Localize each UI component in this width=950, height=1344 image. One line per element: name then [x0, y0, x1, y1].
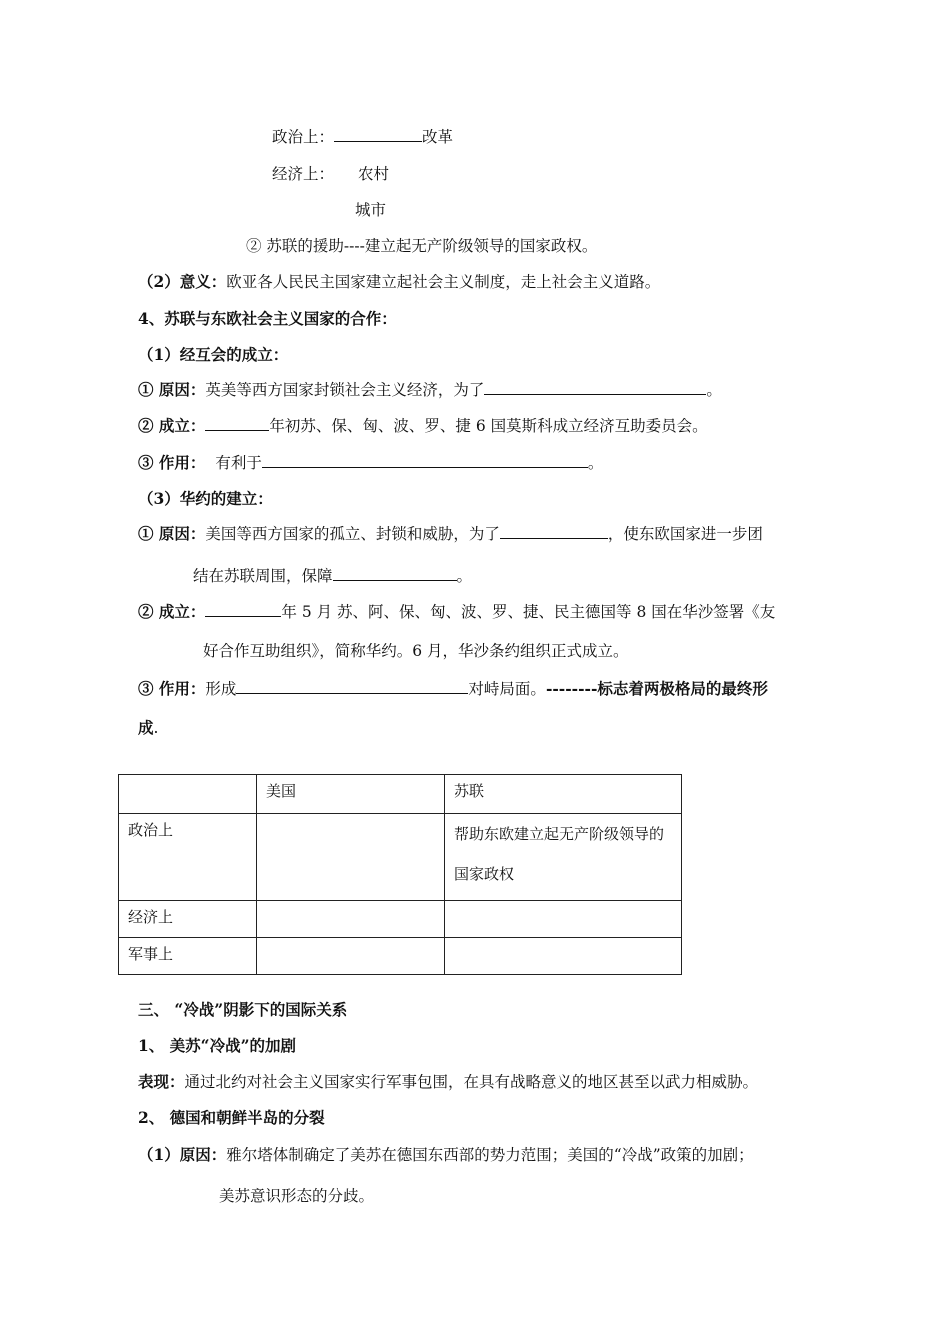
row-label: 经济上 [119, 901, 257, 938]
blank-political[interactable] [334, 127, 422, 142]
us-cell[interactable] [257, 901, 445, 938]
comecon-title: （1）经互会的成立： [138, 345, 289, 364]
warsaw-founding: ② 成立： 年 5 月 苏、阿、保、匈、波、罗、捷、民主德国等 8 国在华沙签署《友 [138, 602, 776, 621]
table-header-cell [119, 775, 257, 814]
ussr-cell[interactable] [445, 938, 682, 975]
table-row [119, 814, 682, 901]
warsaw-effect: ③ 作用：形成 对峙局面。--------标志着两极格局的最终形 [138, 679, 768, 698]
blank-warsaw-guarantee[interactable] [333, 566, 457, 581]
soviet-aid-line: ② 苏联的援助----建立起无产阶级领导的国家政权。 [246, 237, 598, 255]
comecon-founding: ② 成立： 年初苏、保、匈、波、罗、捷 6 国莫斯科成立经济互助委员会。 [138, 416, 708, 435]
section4-title: 4、苏联与东欧社会主义国家的合作： [138, 309, 397, 328]
warsaw-effect-line2: 成. [138, 718, 159, 737]
ussr-cell[interactable] [445, 901, 682, 938]
economic-line: 经济上： 农村 [272, 165, 390, 183]
blank-warsaw-reason[interactable] [500, 524, 608, 539]
row-label: 政治上 [119, 814, 257, 901]
table-header-row [119, 775, 682, 814]
section3-sub2: 2、 德国和朝鲜半岛的分裂 [138, 1108, 325, 1127]
comparison-table [118, 774, 682, 975]
ussr-cell: 帮助东欧建立起无产阶级领导的国家政权 [445, 814, 682, 901]
table-header-cell: 美国 [257, 775, 445, 814]
table-row [119, 901, 682, 938]
performance-line: 表现：通过北约对社会主义国家实行军事包围，在具有战略意义的地区甚至以武力相威胁。 [138, 1072, 759, 1091]
section3-sub1: 1、 美苏“冷战”的加剧 [138, 1036, 297, 1055]
section3-title: 三、 “冷战”阴影下的国际关系 [138, 1000, 348, 1019]
table-header-cell: 苏联 [445, 775, 682, 814]
warsaw-reason-line2: 结在苏联周围，保障 。 [193, 567, 473, 585]
us-cell[interactable] [257, 814, 445, 901]
us-cell[interactable] [257, 938, 445, 975]
comecon-reason: ① 原因：英美等西方国家封锁社会主义经济，为了 。 [138, 380, 722, 399]
cause-line2: 美苏意识形态的分歧。 [219, 1187, 375, 1205]
blank-comecon-year[interactable] [205, 416, 269, 431]
comecon-effect: ③ 作用： 有利于 。 [138, 453, 604, 472]
table-row [119, 938, 682, 975]
blank-comecon-reason[interactable] [484, 380, 706, 395]
significance-line: （2）意义：欧亚各人民民主国家建立起社会主义制度，走上社会主义道路。 [138, 272, 661, 291]
blank-warsaw-year[interactable] [205, 602, 281, 617]
blank-comecon-effect[interactable] [262, 453, 588, 468]
cause-line: （1）原因：雅尔塔体制确定了美苏在德国东西部的势力范围；美国的“冷战”政策的加剧； [138, 1145, 754, 1164]
row-label: 军事上 [119, 938, 257, 975]
blank-warsaw-effect[interactable] [236, 679, 468, 694]
urban-line: 城市 [355, 201, 387, 219]
warsaw-founding-line2: 好合作互助组织》，简称华约。6 月，华沙条约组织正式成立。 [203, 642, 629, 660]
warsaw-reason: ① 原因：美国等西方国家的孤立、封锁和威胁，为了 ，使东欧国家进一步团 [138, 524, 763, 543]
political-line: 政治上： 改革 [272, 128, 454, 146]
warsaw-title: （3）华约的建立： [138, 489, 273, 508]
